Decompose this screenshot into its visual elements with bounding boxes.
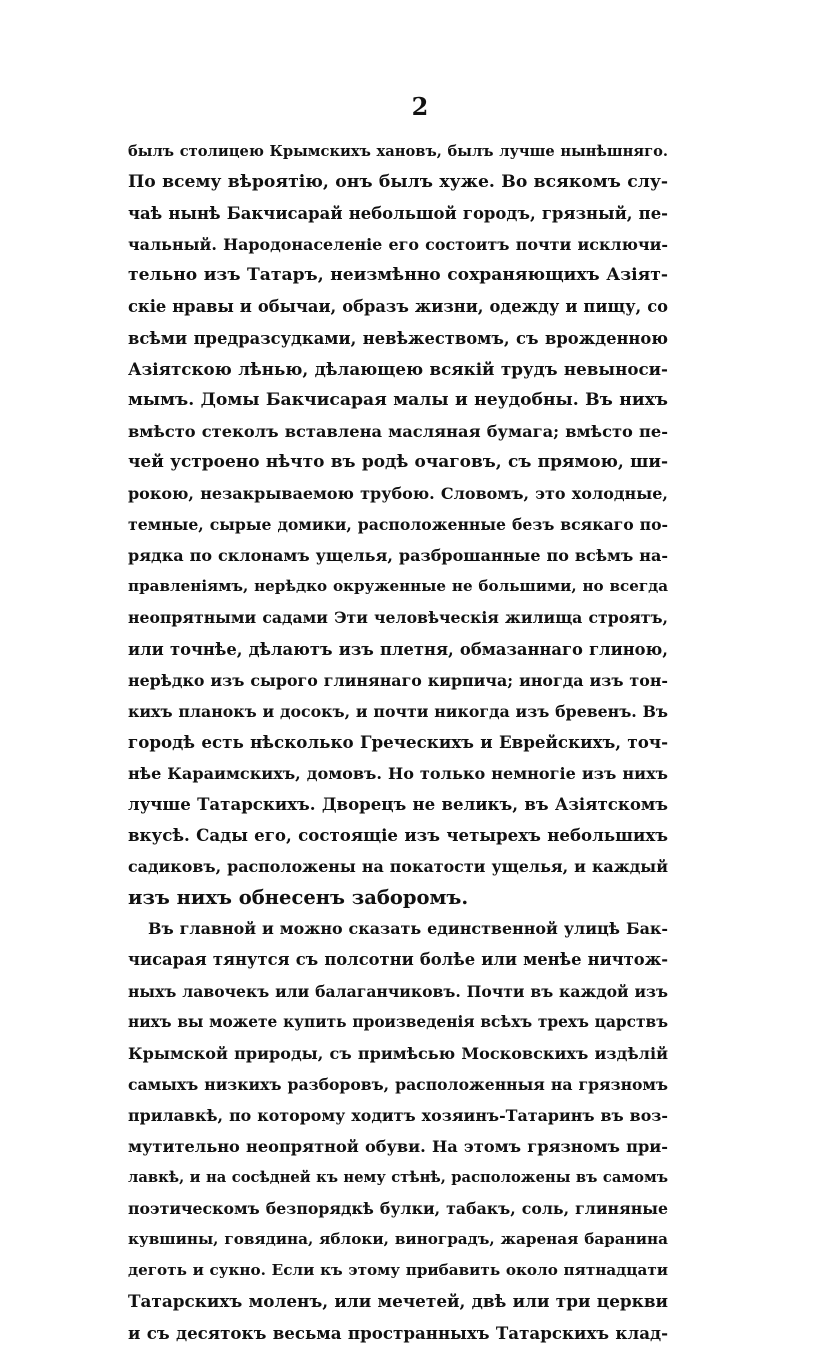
text-line: нѣе Караимскихъ, домовъ. Но только немногіе изъ нихъ bbox=[128, 763, 668, 783]
page-number: 2 bbox=[411, 92, 429, 121]
text-line: Азіятскою лѣнью, дѣлающею всякій трудъ невыноси- bbox=[128, 358, 668, 379]
text-line: ныхъ лавочекъ или балаганчиковъ. Почти въ каждой изъ bbox=[128, 981, 668, 1001]
text-line: садиковъ, расположены на покатости ущелья, и каждый bbox=[128, 857, 668, 877]
text-line: вкусѣ. Сады его, состоящіе изъ четырехъ небольшихъ bbox=[128, 825, 668, 846]
text-line: правленіямъ, нерѣдко окруженные не большими, но всегда bbox=[128, 577, 668, 596]
text-line: тельно изъ Татаръ, неизмѣнно сохраняющихъ Азіят- bbox=[128, 265, 668, 286]
text-line: чаѣ нынѣ Бакчисарай небольшой городъ, грязный, пе- bbox=[128, 204, 668, 224]
text-line: мымъ. Домы Бакчисарая малы и неудобны. Въ нихъ bbox=[128, 389, 668, 410]
text-line: чисарая тянутся съ полсотни болѣе или менѣе ничтож- bbox=[128, 950, 668, 970]
text-line: темные, сырые домики, расположенные безъ всякаго по- bbox=[128, 515, 668, 535]
text-line: кихъ планокъ и досокъ, и почти никогда изъ бревенъ. Въ bbox=[128, 701, 668, 721]
text-line: деготь и сукно. Если къ этому прибавить около пятнадцати bbox=[128, 1261, 668, 1280]
text-line: По всему вѣроятію, онъ былъ хуже. Во всякомъ слу- bbox=[128, 172, 668, 193]
text-line: самыхъ низкихъ разборовъ, расположенныя на грязномъ bbox=[128, 1074, 668, 1094]
text-line: Татарскихъ моленъ, или мечетей, двѣ или три церкви bbox=[128, 1291, 668, 1312]
text-line: чальный. Народонаселеніе его состоитъ почти исключи- bbox=[128, 235, 668, 255]
text-line: чей устроено нѣчто въ родѣ очаговъ, съ прямою, ши- bbox=[128, 451, 668, 472]
text-line: лучше Татарскихъ. Дворецъ не великъ, въ Азіятскомъ bbox=[128, 793, 668, 814]
text-line: нихъ вы можете купить произведенія всѣхъ трехъ царствъ bbox=[128, 1012, 668, 1031]
text-line: городѣ есть нѣсколько Греческихъ и Еврейскихъ, точ- bbox=[128, 731, 668, 752]
text-line: и съ десятокъ весьма пространныхъ Татарскихъ клад- bbox=[128, 1322, 668, 1343]
text-line: скіе нравы и обычаи, образъ жизни, одежду и пищу, со bbox=[128, 297, 668, 317]
text-line: рядка по склонамъ ущелья, разброшанные по всѣмъ на- bbox=[128, 546, 668, 566]
body-text bbox=[128, 136, 668, 1349]
text-line: рокою, незакрываемою трубою. Словомъ, это холодные, bbox=[128, 484, 668, 504]
text-line: поэтическомъ безпорядкѣ булки, табакъ, соль, глиняные bbox=[128, 1199, 668, 1219]
text-line: нерѣдко изъ сырого глинянаго кирпича; иногда изъ тон- bbox=[128, 670, 668, 690]
text-line: вмѣсто стеколъ вставлена масляная бумага; вмѣсто пе- bbox=[128, 421, 668, 441]
paragraph-end-line: изъ нихъ обнесенъ заборомъ. bbox=[128, 886, 469, 910]
text-line: лавкѣ, и на сосѣдней къ нему стѣнѣ, расположены въ самомъ bbox=[128, 1169, 668, 1187]
text-line: мутительно неопрятной обуви. На этомъ грязномъ при- bbox=[128, 1137, 668, 1156]
text-line: всѣми предразсудками, невѣжествомъ, съ врожденною bbox=[128, 328, 668, 348]
paragraph-start-line: Въ главной и можно сказать единственной улицѣ Бак- bbox=[148, 919, 668, 939]
text-line: прилавкѣ, по которому ходитъ хозяинъ-Татаринъ въ воз- bbox=[128, 1105, 668, 1125]
text-line: былъ столицею Крымскихъ хановъ, былъ лучше нынѣшняго. bbox=[128, 143, 668, 160]
text-line: кувшины, говядина, яблоки, виноградъ, жареная баранина bbox=[128, 1230, 668, 1249]
text-line: Крымской природы, съ примѣсью Московскихъ издѣлій bbox=[128, 1043, 668, 1063]
text-line: неопрятными садами Эти человѣческія жилища строятъ, bbox=[128, 608, 668, 628]
text-line: или точнѣе, дѣлаютъ изъ плетня, обмазаннаго глиною, bbox=[128, 639, 668, 659]
